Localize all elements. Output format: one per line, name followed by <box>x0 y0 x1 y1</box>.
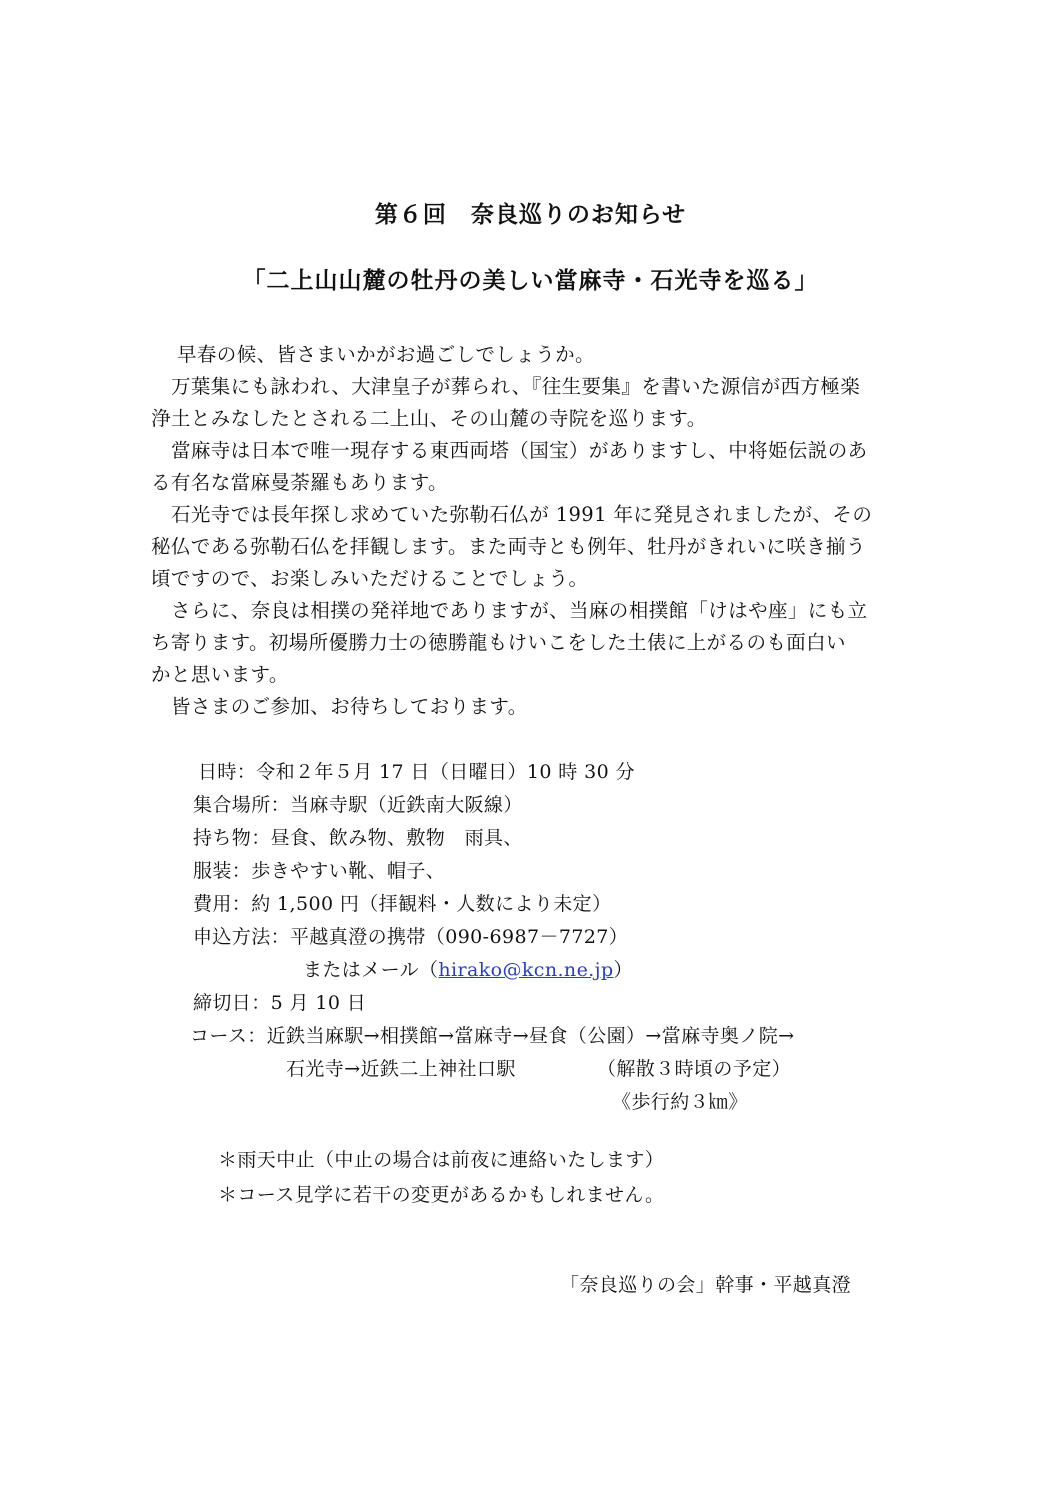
body-line: 石光寺では長年探し求めていた弥勒石仏が 1991 年に発見されましたが、その <box>171 503 873 526</box>
signature: 「奈良巡りの会」幹事・平越真澄 <box>560 1274 852 1296</box>
body-line: る有名な當麻曼荼羅もあります。 <box>151 471 448 494</box>
body-line: 浄土とみなしたとされる二上山、その山麓の寺院を巡ります。 <box>151 407 707 430</box>
detail-deadline: 締切日：5 月 10 日 <box>193 992 367 1014</box>
body-line: 早春の候、皆さまいかがお過ごしでしょうか。 <box>177 343 595 366</box>
detail-cost: 費用：約 1,500 円（拝観料・人数により未定） <box>193 893 612 915</box>
body-line: 万葉集にも詠われ、大津皇子が葬られ、『往生要集』を書いた源信が西方極楽 <box>171 375 861 398</box>
detail-course-note: （解散３時頃の予定） <box>597 1058 792 1080</box>
body-line: 皆さまのご参加、お待ちしております。 <box>171 695 528 718</box>
detail-walk-distance: 《歩行約３㎞》 <box>612 1091 748 1113</box>
detail-items: 持ち物：昼食、飲み物、敷物 雨具、 <box>193 827 523 849</box>
body-line: ち寄ります。初場所優勝力士の徳勝龍もけいこをした土俵に上がるのも面白い <box>151 631 846 654</box>
detail-course-continued: 石光寺→近鉄二上神社口駅 <box>286 1058 516 1080</box>
detail-datetime: 日時：令和２年５月 17 日（日曜日）10 時 30 分 <box>198 761 635 783</box>
note-change: ＊コース見学に若干の変更があるかもしれません。 <box>218 1184 665 1206</box>
body-line: 當麻寺は日本で唯一現存する東西両塔（国宝）がありますし、中将姫伝説のあ <box>171 439 868 462</box>
detail-course: コース：近鉄当麻駅→相撲館→當麻寺→昼食（公園）→當麻寺奥ノ院→ <box>190 1025 795 1047</box>
detail-clothing: 服装：歩きやすい靴、帽子、 <box>193 860 446 882</box>
body-line: さらに、奈良は相撲の発祥地でありますが、当麻の相撲館「けはや座」にも立 <box>171 599 868 622</box>
detail-meeting-place: 集合場所：当麻寺駅（近鉄南大阪線） <box>193 794 523 816</box>
mail-prefix: またはメール（ <box>303 959 439 981</box>
note-rain: ＊雨天中止（中止の場合は前夜に連絡いたします） <box>218 1149 665 1171</box>
detail-mail <box>303 954 633 986</box>
page-title: 第６回 奈良巡りのお知らせ <box>374 201 687 228</box>
page-subtitle: 「二上山山麓の牡丹の美しい當麻寺・石光寺を巡る」 <box>242 267 819 294</box>
mail-suffix: ） <box>613 959 633 981</box>
body-line: かと思います。 <box>151 663 289 686</box>
body-line: 頃ですので、お楽しみいただけることでしょう。 <box>151 567 589 590</box>
email-link[interactable]: hirako@kcn.ne.jp <box>438 959 614 981</box>
body-line: 秘仏である弥勒石仏を拝観します。また両寺とも例年、牡丹がきれいに咲き揃う <box>151 535 866 558</box>
detail-apply: 申込方法：平越真澄の携帯（090-6987－7727） <box>193 926 629 948</box>
body-text <box>151 339 916 723</box>
